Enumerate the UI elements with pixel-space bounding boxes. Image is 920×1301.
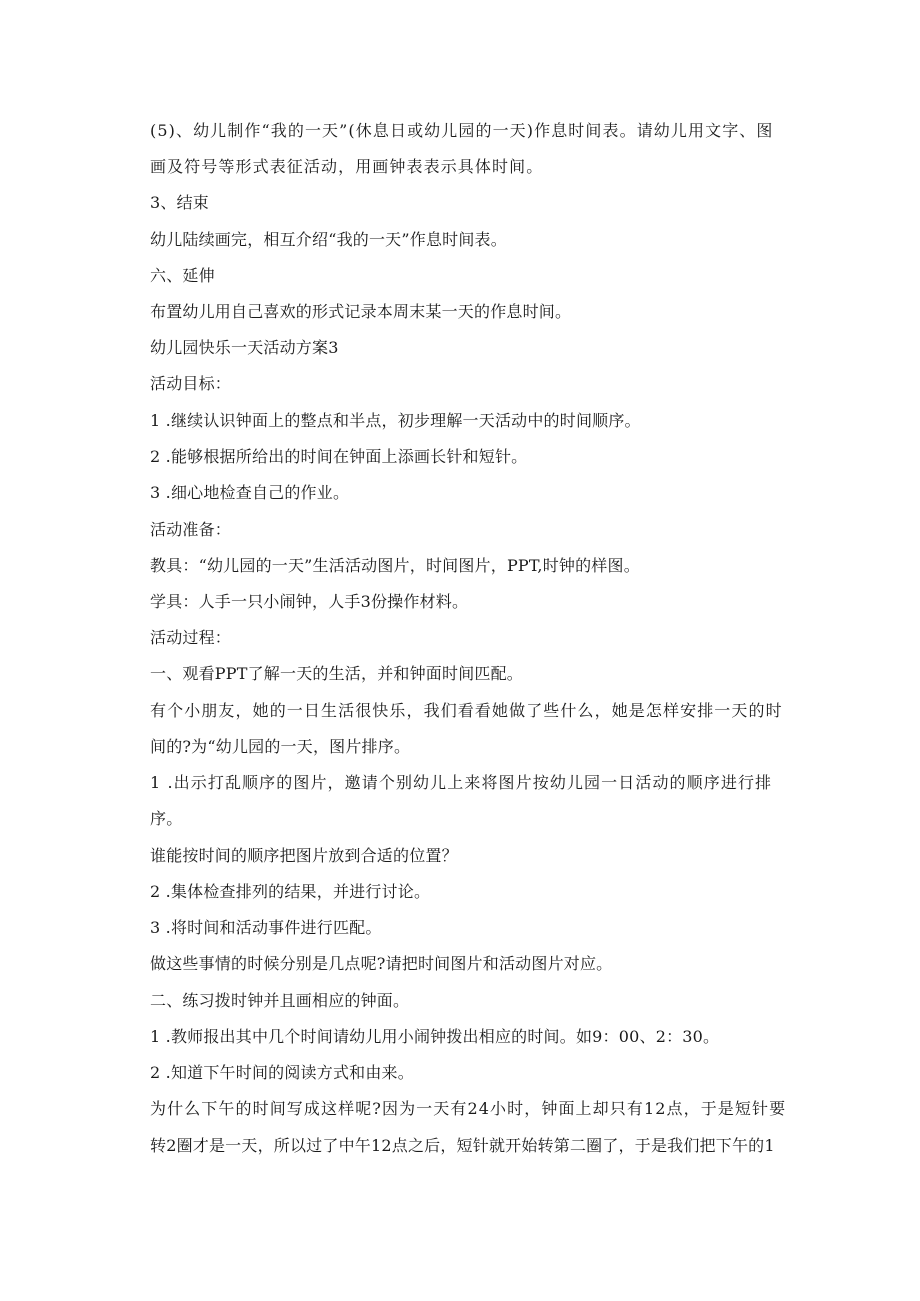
paragraph-line: (5)、幼儿制作“我的一天”(休息日或幼儿园的一天)作息时间表。请幼儿用文字、图 [150,121,774,140]
paragraph-line: 谁能按时间的顺序把图片放到合适的位置？ [150,846,458,865]
paragraph-line: 幼儿陆续画完，相互介绍“我的一天”作息时间表。 [150,230,507,249]
paragraph-line: 学具：人手一只小闹钟，人手3份操作材料。 [150,592,469,611]
list-item: 2 .能够根据所给出的时间在钟面上添画长针和短针。 [150,447,528,466]
section-heading: 活动准备： [150,520,232,539]
paragraph-line: 画及符号等形式表征活动，用画钟表表示具体时间。 [150,157,544,176]
list-item: 1 .教师报出其中几个时间请幼儿用小闹钟拨出相应的时间。如9：00、2：30。 [150,1027,720,1046]
list-item: 3 .细心地检查自己的作业。 [150,483,350,502]
document-title: 幼儿园快乐一天活动方案3 [150,338,339,357]
paragraph-line: 布置幼儿用自己喜欢的形式记录本周末某一天的作息时间。 [150,302,572,321]
section-heading: 二、练习拨时钟并且画相应的钟面。 [150,991,410,1010]
list-item: 2 .知道下午时间的阅读方式和由来。 [150,1063,414,1082]
section-heading: 活动目标： [150,374,232,393]
paragraph-line: 有个小朋友，她的一日生活很快乐，我们看看她做了些什么，她是怎样安排一天的时 [150,701,783,720]
paragraph-line: 间的?为“幼儿园的一天，图片排序。 [150,737,411,756]
list-item: 1 .出示打乱顺序的图片，邀请个别幼儿上来将图片按幼儿园一日活动的顺序进行排 [150,773,773,792]
list-item: 2 .集体检查排列的结果，并进行讨论。 [150,882,431,901]
section-heading: 3、结束 [150,193,209,212]
section-heading: 六、延伸 [150,266,215,285]
paragraph-line: 教具：“幼儿园的一天”生活活动图片，时间图片，PPT,时钟的样图。 [150,556,640,575]
paragraph-line: 为什么下午的时间写成这样呢?因为一天有24小时，钟面上却只有12点，于是短针要 [150,1099,787,1118]
paragraph-line: 做这些事情的时候分别是几点呢?请把时间图片和活动图片对应。 [150,954,613,973]
list-item: 序。 [150,809,183,828]
list-item: 3 .将时间和活动事件进行匹配。 [150,918,382,937]
paragraph-line: 转2圈才是一天，所以过了中午12点之后，短针就开始转第二圈了，于是我们把下午的1 [150,1136,775,1155]
list-item: 1 .继续认识钟面上的整点和半点，初步理解一天活动中的时间顺序。 [150,411,641,430]
section-heading: 一、观看PPT了解一天的生活，并和钟面时间匹配。 [150,664,524,683]
section-heading: 活动过程： [150,628,232,647]
